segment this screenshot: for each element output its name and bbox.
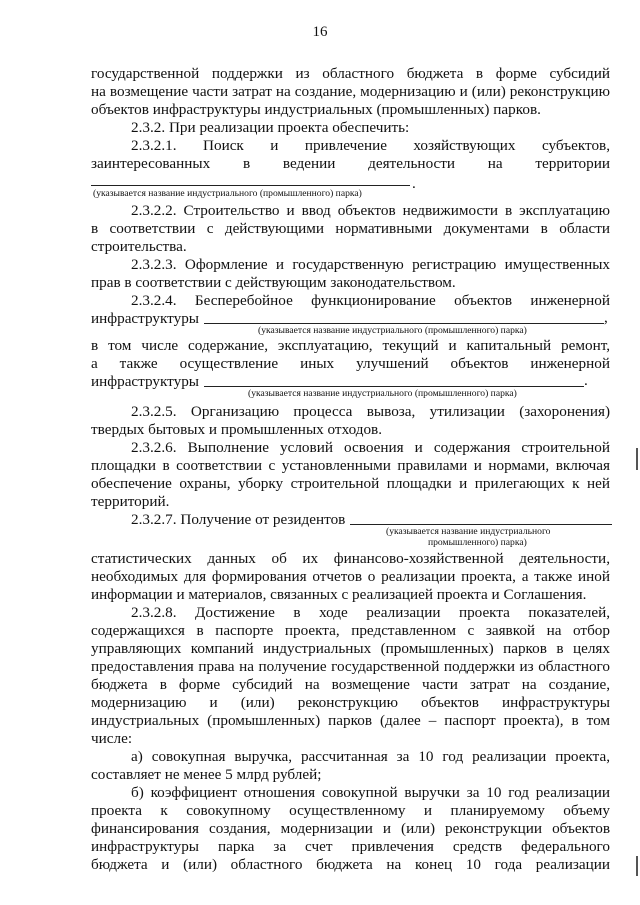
text-line: инфраструктуры парка за счет привлечения средств федерального: [91, 838, 610, 855]
text-line: 2.3.2.4. Бесперебойное функционирование объектов инженерной: [131, 292, 610, 309]
scan-edge-mark: [636, 856, 638, 876]
text-line: 2.3.2.6. Выполнение условий освоения и содержания строительной: [131, 439, 610, 456]
text-line: модернизацию и (или) реконструкцию объектов инфраструктуры: [91, 694, 610, 711]
text-line: государственной поддержки из областного бюджета в форме субсидий: [91, 65, 610, 82]
text-line: индустриальных (промышленных) парков (далее – паспорт проекта), в том: [91, 712, 610, 729]
page-number: 16: [312, 24, 328, 40]
text-line: 2.3.2.2. Строительство и ввод объектов недвижимости в эксплуатацию: [131, 202, 610, 219]
text-line: прав в соответствии с действующим законодательством.: [91, 274, 456, 291]
text-line: инфраструктуры: [91, 373, 199, 390]
text-line: 2.3.2. При реализации проекта обеспечить:: [131, 119, 410, 136]
text-line: площадки в соответствии с установленными правилами и нормами, включая: [91, 457, 610, 474]
text-line: числе:: [91, 730, 133, 747]
text-line: обеспечение охраны, уборку строительной площадки и прилегающих к ней: [91, 475, 610, 492]
text-line: а также осуществление иных улучшений объектов инженерной: [91, 355, 610, 372]
text-line: объектов инфраструктуры индустриальных (промышленных) парков.: [91, 101, 541, 118]
fill-in-line: [350, 524, 612, 525]
field-caption: (указывается название индустриального (промышленного) парка): [258, 325, 527, 336]
text-line: территорий.: [91, 493, 170, 510]
text-line: 2.3.2.8. Достижение в ходе реализации проекта показателей,: [131, 604, 610, 621]
text-line: 2.3.2.5. Организацию процесса вывоза, утилизации (захоронения): [131, 403, 610, 420]
text-line: строительства.: [91, 238, 187, 255]
field-caption: (указывается название индустриального (промышленного) парка): [93, 188, 362, 199]
text-line: составляет не менее 5 млрд рублей;: [91, 766, 322, 783]
text-line: твердых бытовых и промышленных отходов.: [91, 421, 383, 438]
fill-in-line: [204, 386, 584, 387]
text-line: .: [584, 372, 588, 389]
text-line: в том числе содержание, эксплуатацию, текущий и капитальный ремонт,: [91, 337, 610, 354]
text-line: содержащихся в паспорте проекта, представленном с заявкой на отбор: [91, 622, 610, 639]
text-line: ,: [604, 309, 608, 326]
text-line: заинтересованных в ведении деятельности на территории: [91, 155, 610, 172]
text-line: статистических данных об их финансово-хозяйственной деятельности,: [91, 550, 610, 567]
scan-edge-mark: [636, 448, 638, 470]
text-line: инфраструктуры: [91, 310, 199, 327]
fill-in-line: [204, 323, 604, 324]
field-caption: промышленного) парка): [428, 537, 527, 548]
field-caption: (указывается название индустриального: [386, 526, 551, 537]
field-caption: (указывается название индустриального (промышленного) парка): [248, 388, 517, 399]
text-line: финансирования создания, модернизации и (или) реконструкции объектов: [91, 820, 610, 837]
text-line: проекта к совокупному осуществленному и планируемому объему: [91, 802, 610, 819]
text-line: 2.3.2.1. Поиск и привлечение хозяйствующих субъектов,: [131, 137, 610, 154]
text-line: 2.3.2.3. Оформление и государственную регистрацию имущественных: [131, 256, 610, 273]
fill-in-line: [91, 185, 410, 186]
text-line: предоставления права на получение государственной поддержки из областного: [91, 658, 610, 675]
text-line: управляющих компаний индустриальных (промышленных) парков в целях: [91, 640, 610, 657]
text-line: информации и материалов, связанных с реализацией проекта и Соглашения.: [91, 586, 587, 603]
text-line: а) совокупная выручка, рассчитанная за 10 год реализации проекта,: [131, 748, 610, 765]
text-line: в соответствии с действующими нормативными документами в области: [91, 220, 610, 237]
text-line: на возмещение части затрат на создание, модернизацию и (или) реконструкцию: [91, 83, 610, 100]
text-line: б) коэффициент отношения совокупной выручки за 10 год реализации: [131, 784, 610, 801]
text-line: необходимых для формирования отчетов о реализации проекта, а также иной: [91, 568, 610, 585]
text-line: .: [412, 175, 416, 192]
text-line: бюджета в форме субсидий на возмещение части затрат на создание,: [91, 676, 610, 693]
text-line: 2.3.2.7. Получение от резидентов: [131, 511, 346, 528]
text-line: бюджета и (или) областного бюджета на конец 10 года реализации: [91, 856, 610, 873]
